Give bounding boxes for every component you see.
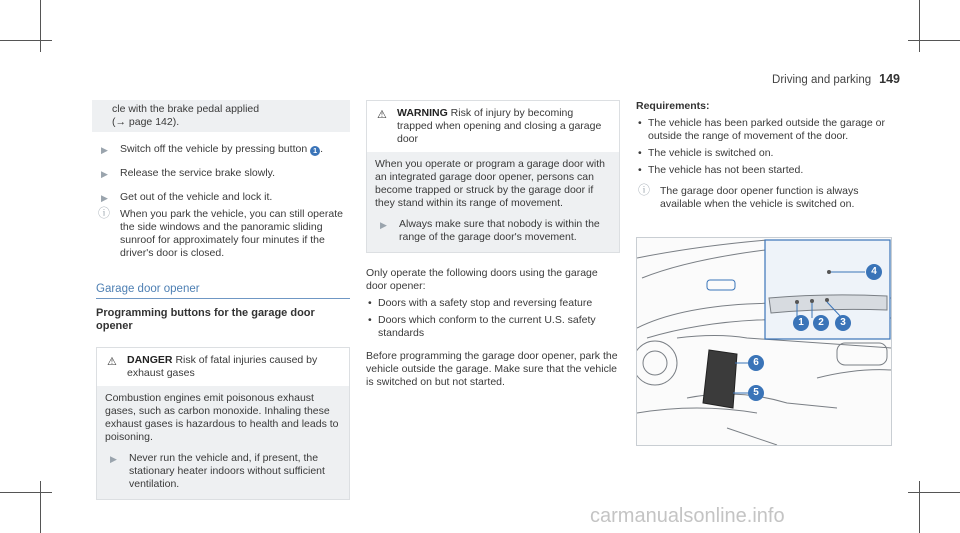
crop-mark (0, 40, 52, 41)
callout-1-badge: 1 (310, 146, 320, 156)
crop-mark (908, 40, 960, 41)
interior-drawing (637, 238, 891, 445)
section-name: Driving and parking (772, 74, 872, 86)
bullet-item: • Doors with a safety stop and reversing feature (366, 297, 620, 310)
crop-mark (919, 0, 920, 52)
callout-6: 6 (748, 355, 764, 371)
arrow-icon: ▶ (101, 193, 108, 203)
bullet-item: • The vehicle has been parked outside the garage or outside the range of movement of the door. (636, 117, 892, 143)
column-3 (636, 100, 892, 211)
crop-mark (919, 481, 920, 533)
crop-mark (40, 481, 41, 533)
note: ⓘ The garage door opener function is always available when the vehicle is switched on. (638, 183, 859, 210)
callout-5: 5 (748, 385, 764, 401)
crop-mark (908, 492, 960, 493)
sub-title: Programming buttons for the garage door opener (96, 307, 315, 332)
bullet-item: • The vehicle is switched on. (636, 147, 892, 160)
danger-body: Combustion engines emit poisonous exhaust gases, such as carbon monoxide. Inhaling these exhaust gases is hazardous to health and leads to poisoning. ▶ Never run the vehicle and, if present, the stationary heater indoors without sufficient ventilation. (97, 386, 349, 499)
warning-body: When you operate or program a garage door with an integrated garage door opener, persons can become trapped or struck by the garage door if they stand within its range of movement. ▶ Always make sure that nobody is within the range of the garage door's movement. (367, 152, 619, 252)
garage-opener-illustration (636, 237, 892, 446)
step: ▶ Release the service brake slowly. (101, 167, 276, 179)
callout-4: 4 (866, 264, 882, 280)
callout-2: 2 (813, 315, 829, 331)
watermark: carmanualsonline.info (590, 505, 785, 527)
continued-step (92, 100, 350, 132)
note-icon: ⓘ (638, 183, 651, 197)
page-number: 149 (879, 72, 900, 86)
column-1 (96, 100, 350, 500)
step: ▶ Always make sure that nobody is within the range of the garage door's movement. (380, 218, 600, 243)
callout-3: 3 (835, 315, 851, 331)
paragraph: Only operate the following doors using the garage door opener: (366, 267, 598, 292)
step: ▶ Switch off the vehicle by pressing button 1 . (101, 143, 324, 155)
callout-1: 1 (793, 315, 809, 331)
requirements-title: Requirements: (636, 100, 710, 112)
note-icon: ⓘ (98, 206, 111, 220)
page-reference[interactable]: (→ page 142). (112, 116, 180, 128)
arrow-icon: ▶ (110, 454, 117, 464)
warning-box (366, 100, 620, 253)
note: ⓘ When you park the vehicle, you can still operate the side windows and the panoramic sliding sunroof for approximately four minutes if the driver's door is closed. (98, 206, 343, 259)
page-header (772, 72, 900, 86)
crop-mark (40, 0, 41, 52)
section-title: Garage door opener (96, 283, 350, 299)
bullet-item: • The vehicle has not been started. (636, 164, 892, 177)
warning-triangle-icon: ⚠ (107, 356, 117, 368)
crop-mark (0, 492, 52, 493)
danger-box (96, 347, 350, 500)
danger-header: ⚠ DANGER Risk of fatal injuries caused by exhaust gases (97, 348, 349, 386)
arrow-icon: ▶ (101, 145, 108, 155)
bullet-item: • Doors which conform to the current U.S. safety standards (366, 314, 620, 340)
warning-triangle-icon: ⚠ (377, 109, 387, 121)
step: ▶ Get out of the vehicle and lock it. (101, 191, 273, 203)
continued-text: cle with the brake pedal applied (112, 103, 260, 115)
warning-header: ⚠ WARNING Risk of injury by becoming trapped when opening and closing a garage door (367, 101, 619, 152)
paragraph: Before programming the garage door opener, park the vehicle outside the garage. Make sure that the vehicle is switched on but not started. (366, 350, 618, 388)
step: ▶ Never run the vehicle and, if present, the stationary heater indoors without sufficient ventilation. (110, 452, 325, 490)
arrow-icon: ▶ (380, 220, 387, 230)
column-2 (366, 100, 620, 389)
arrow-icon: ▶ (101, 169, 108, 179)
